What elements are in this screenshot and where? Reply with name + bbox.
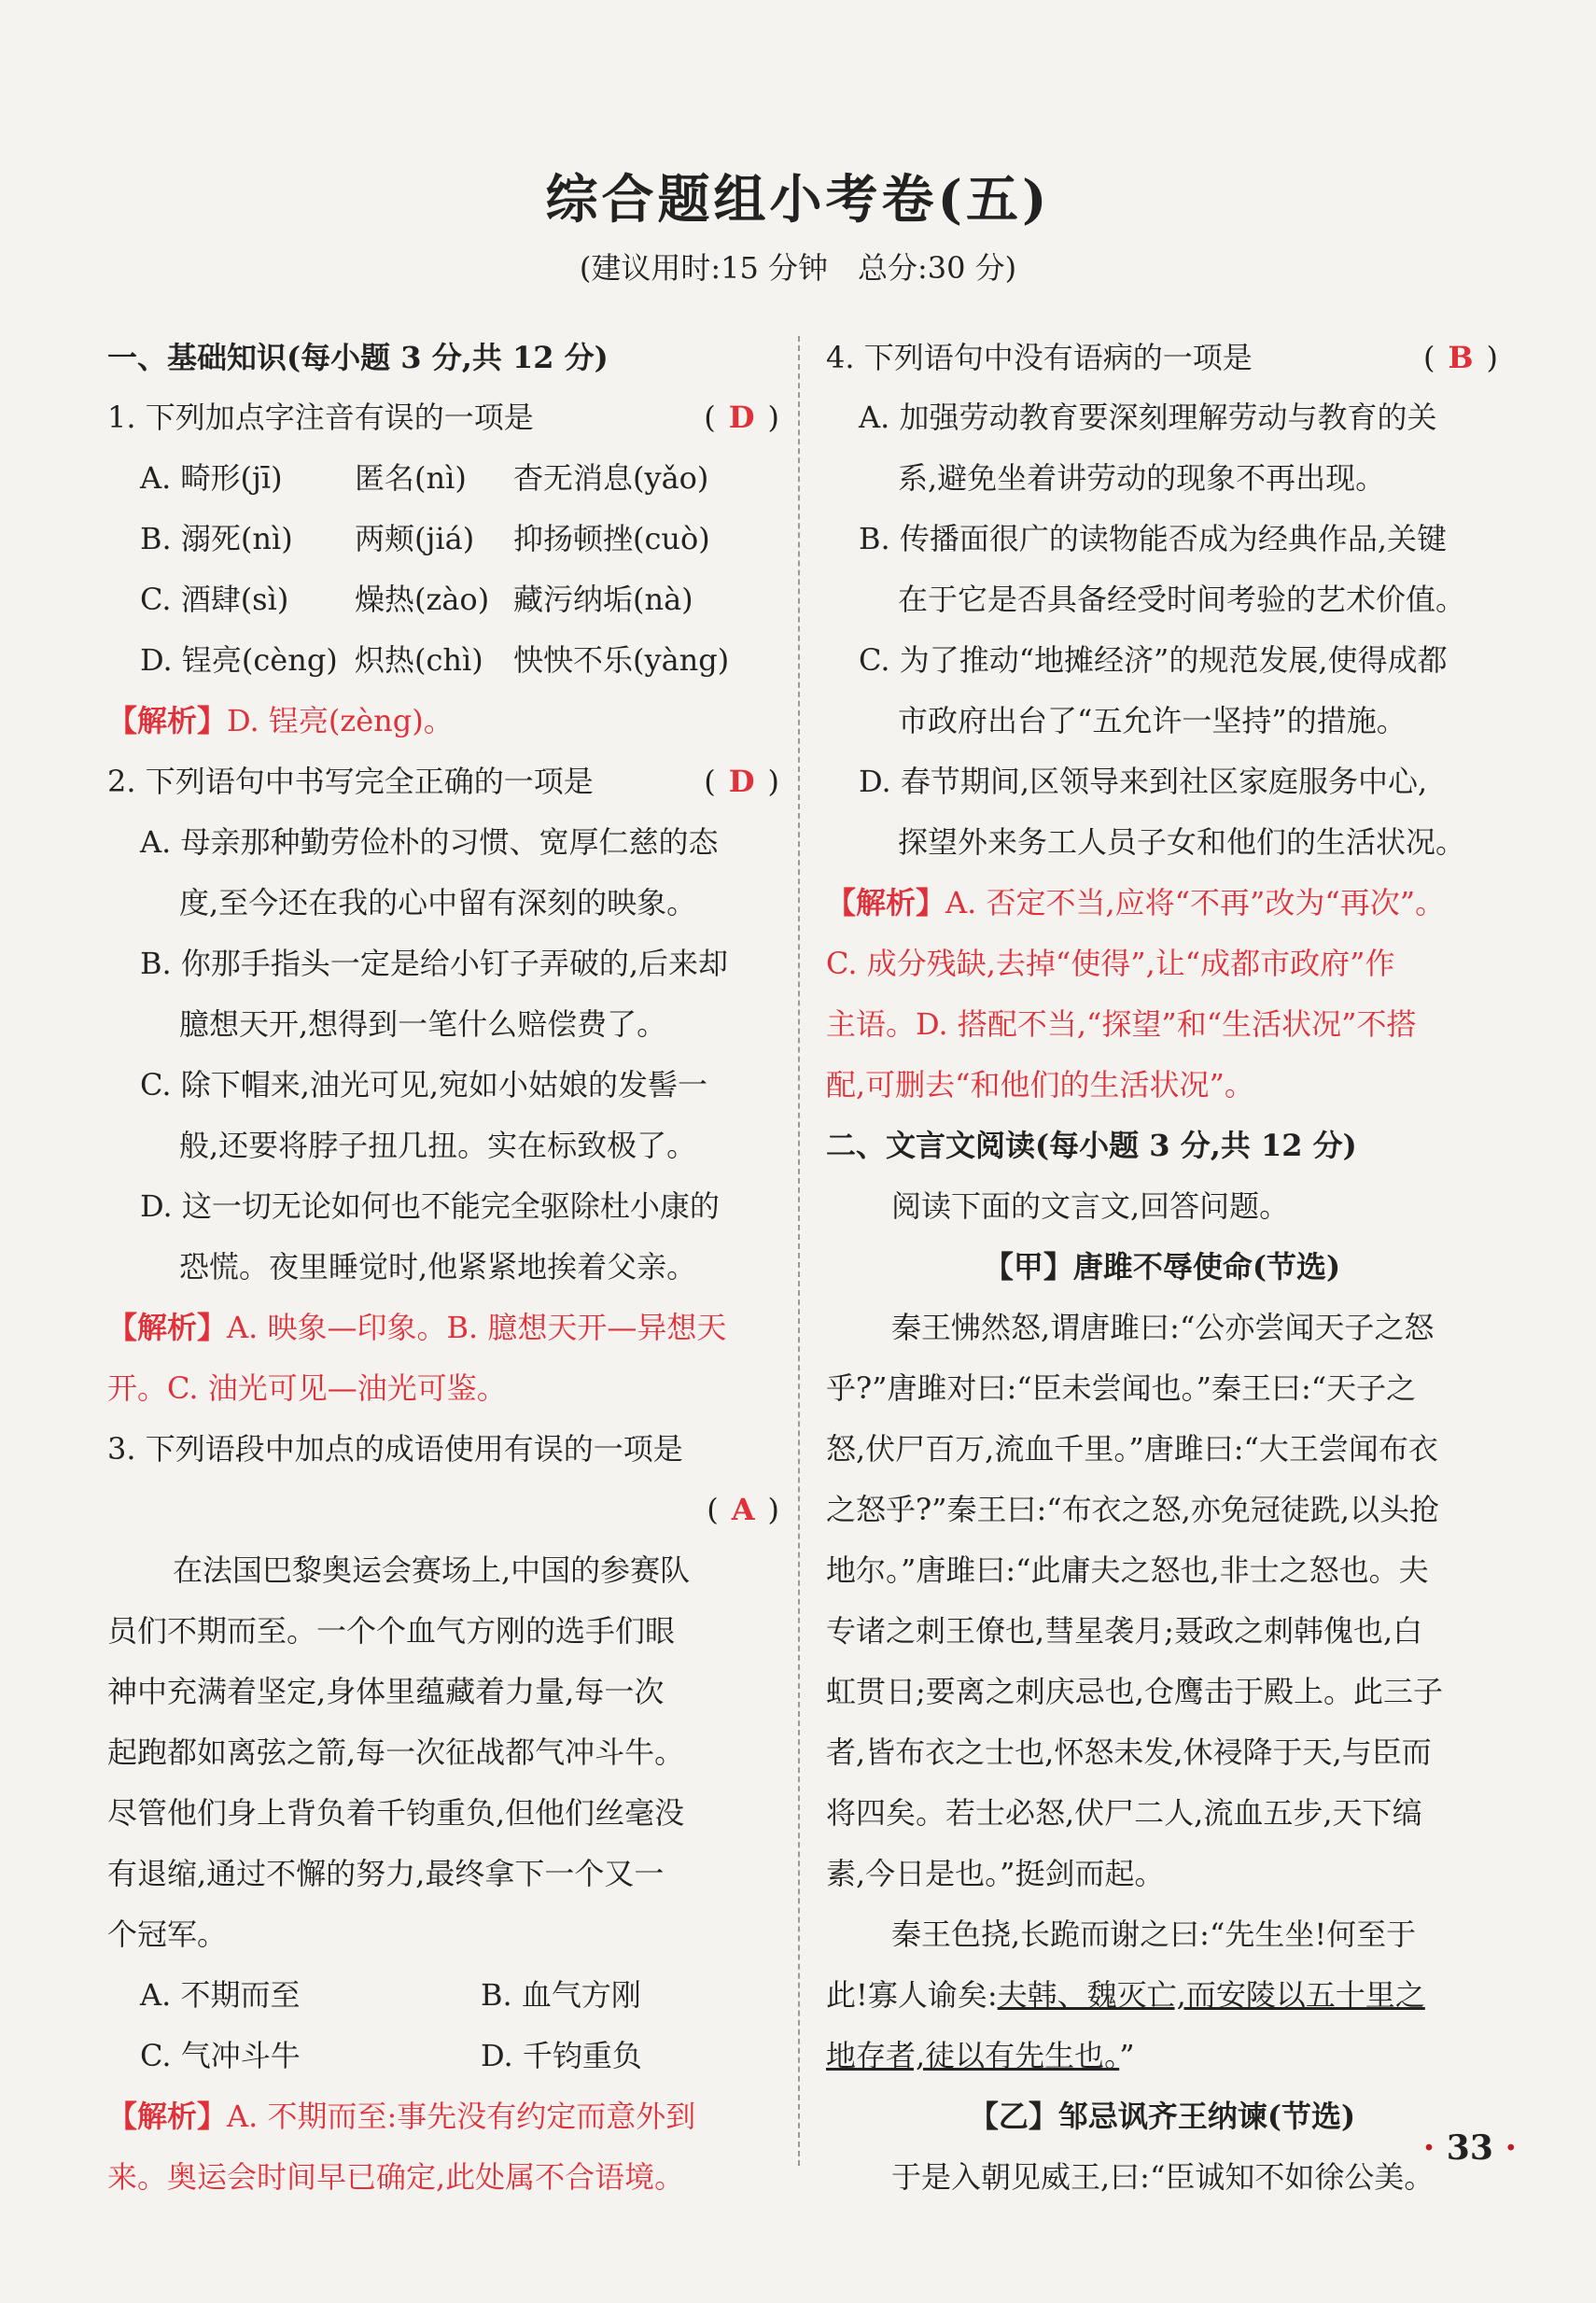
passage-jia-line: 专诸之刺王僚也,彗星袭月;聂政之刺韩傀也,白 [826, 1613, 1423, 1649]
question-3-stem: 3. 下列语段中加点的成语使用有误的一项是 [107, 1431, 683, 1467]
q2-analysis [107, 1309, 726, 1346]
reading-intro: 阅读下面的文言文,回答问题。 [891, 1188, 1290, 1224]
q3-analysis [107, 2098, 695, 2135]
passage-yi-title: 【乙】邹忌讽齐王纳谏(节选) [968, 2099, 1356, 2134]
q2-option-c: C. 除下帽来,油光可见,宛如小姑娘的发髻一 [140, 1067, 708, 1102]
passage-jia-line: 虹贯日;要离之刺庆忌也,仓鹰击于殿上。此三子 [826, 1674, 1443, 1709]
q2-option-c-cont: 般,还要将脖子扭几扭。实在标致极了。 [179, 1128, 697, 1163]
analysis-tag: 【解析】 [107, 2099, 228, 2134]
q3-passage-line: 有退缩,通过不懈的努力,最终拿下一个又一 [107, 1856, 665, 1891]
passage-jia-line: 素,今日是也。”挺剑而起。 [826, 1856, 1165, 1891]
q3-passage-line: 个冠军。 [107, 1917, 228, 1952]
q1-option-a: A. 畸形(jī) [140, 460, 283, 496]
q3-option-b: B. 血气方刚 [481, 1977, 641, 2013]
underlined-sentence: 地存者,徒以有先生也。 [826, 2038, 1120, 2073]
q2-analysis-cont: 开。C. 油光可见—油光可鉴。 [107, 1370, 507, 1406]
q2-option-a-cont: 度,至今还在我的心中留有深刻的映象。 [179, 885, 697, 920]
q1-analysis [107, 702, 454, 739]
q4-option-d: D. 春节期间,区领导来到社区家庭服务中心, [859, 764, 1428, 799]
question-2-answer: ( D ) [704, 764, 779, 799]
question-1-stem: 1. 下列加点字注音有误的一项是 [107, 400, 534, 435]
q3-option-a: A. 不期而至 [140, 1977, 301, 2013]
analysis-text: A. 不期而至:事先没有约定而意外到 [227, 2099, 696, 2134]
q1-option-b: B. 溺死(nì) [140, 521, 293, 556]
q4-option-c: C. 为了推动“地摊经济”的规范发展,使得成都 [859, 642, 1448, 678]
analysis-text: D. 锃亮(zèng)。 [227, 703, 454, 738]
q2-option-d: D. 这一切无论如何也不能完全驱除杜小康的 [140, 1188, 720, 1224]
q4-option-c-cont: 市政府出台了“五允许一坚持”的措施。 [898, 703, 1407, 738]
answer-letter: B [1448, 340, 1474, 375]
passage-jia-line: 怒,伏尸百万,流血千里。”唐雎曰:“大王尝闻布衣 [826, 1431, 1438, 1467]
analysis-tag: 【解析】 [826, 885, 946, 920]
q4-analysis-cont: C. 成分残缺,去掉“使得”,让“成都市政府”作 [826, 946, 1395, 981]
page-number-dot: · [1505, 2128, 1517, 2168]
passage-jia-title: 【甲】唐雎不辱使命(节选) [983, 1249, 1341, 1285]
passage-text: 此!寡人谕矣: [826, 1977, 998, 2013]
section-1-heading: 一、基础知识(每小题 3 分,共 12 分) [107, 340, 609, 375]
column-divider [798, 336, 800, 2166]
q3-option-c: C. 气冲斗牛 [140, 2038, 301, 2073]
q4-analysis-cont: 配,可删去“和他们的生活状况”。 [826, 1067, 1254, 1102]
passage-jia-line: 者,皆布衣之士也,怀怒未发,休祲降于天,与臣而 [826, 1734, 1432, 1770]
question-2-stem: 2. 下列语句中书写完全正确的一项是 [107, 764, 594, 799]
q1-option-d-word3: 怏怏不乐(yàng) [513, 642, 730, 678]
analysis-text: A. 映象—印象。B. 臆想天开—异想天 [227, 1310, 727, 1345]
q4-option-d-cont: 探望外来务工人员子女和他们的生活状况。 [898, 824, 1466, 860]
passage-jia-line: 地尔。”唐雎曰:“此庸夫之怒也,非士之怒也。夫 [826, 1552, 1429, 1588]
q4-analysis [826, 884, 1445, 921]
page-number-dot: · [1422, 2128, 1435, 2168]
analysis-text: A. 否定不当,应将“不再”改为“再次”。 [945, 885, 1446, 920]
q4-option-a-cont: 系,避免坐着讲劳动的现象不再出现。 [898, 460, 1386, 496]
underlined-sentence: 夫韩、魏灭亡,而安陵以五十里之 [997, 1977, 1425, 2013]
page-number-value: 33 [1446, 2128, 1493, 2168]
q1-option-c: C. 酒肆(sì) [140, 582, 289, 617]
q2-option-b: B. 你那手指头一定是给小钉子弄破的,后来却 [140, 946, 729, 981]
q1-option-a-word2: 匿名(nì) [355, 460, 467, 496]
passage-jia-line: 乎?”唐雎对曰:“臣未尝闻也。”秦王曰:“天子之 [826, 1370, 1417, 1406]
passage-jia-line [826, 2037, 1135, 2074]
q1-option-d-word2: 炽热(chì) [355, 642, 483, 678]
q4-option-a: A. 加强劳动教育要深刻理解劳动与教育的关 [859, 400, 1437, 435]
passage-jia-line: 秦王色挠,长跪而谢之曰:“先生坐!何至于 [891, 1917, 1417, 1952]
q4-analysis-cont: 主语。D. 搭配不当,“探望”和“生活状况”不搭 [826, 1006, 1417, 1042]
q2-option-a: A. 母亲那种勤劳俭朴的习惯、宽厚仁慈的态 [140, 824, 719, 860]
analysis-tag: 【解析】 [107, 1310, 228, 1345]
q1-option-b-word2: 两颊(jiá) [355, 521, 475, 556]
q3-passage-line: 员们不期而至。一个个血气方刚的选手们眼 [107, 1613, 676, 1649]
answer-letter: D [728, 400, 755, 435]
q4-option-b: B. 传播面很广的读物能否成为经典作品,关键 [859, 521, 1448, 556]
passage-jia-line: 之怒乎?”秦王曰:“布衣之怒,亦免冠徒跣,以头抢 [826, 1492, 1440, 1527]
answer-letter: A [731, 1492, 755, 1527]
q3-analysis-cont: 来。奥运会时间早已确定,此处属不合语境。 [107, 2159, 685, 2195]
passage-yi-line: 于是入朝见威王,曰:“臣诚知不如徐公美。 [891, 2159, 1435, 2195]
q3-passage-line: 神中充满着坚定,身体里蕴藏着力量,每一次 [107, 1674, 665, 1709]
q3-passage-line: 在法国巴黎奥运会赛场上,中国的参赛队 [173, 1552, 691, 1588]
question-1-answer: ( D ) [704, 400, 779, 435]
question-3-answer: ( A ) [707, 1492, 779, 1527]
passage-jia-line [826, 1976, 1425, 2014]
q1-option-d: D. 锃亮(cèng) [140, 642, 338, 678]
answer-letter: D [728, 764, 755, 799]
page-subtitle: (建议用时:15 分钟 总分:30 分) [579, 250, 1017, 286]
question-4-stem: 4. 下列语句中没有语病的一项是 [826, 340, 1253, 375]
section-2-heading: 二、文言文阅读(每小题 3 分,共 12 分) [826, 1128, 1357, 1163]
passage-text: ” [1119, 2038, 1135, 2073]
q3-option-d: D. 千钧重负 [481, 2038, 642, 2073]
page-title: 综合题组小考卷(五) [545, 169, 1051, 231]
q1-option-b-word3: 抑扬顿挫(cuò) [513, 521, 710, 556]
q1-option-a-word3: 杳无消息(yǎo) [513, 460, 709, 496]
analysis-tag: 【解析】 [107, 703, 228, 738]
passage-jia-line: 将四矣。若士必怒,伏尸二人,流血五步,天下缟 [826, 1795, 1422, 1831]
q3-passage-line: 起跑都如离弦之箭,每一次征战都气冲斗牛。 [107, 1734, 685, 1770]
question-4-answer: ( B ) [1422, 340, 1498, 375]
page-number [1423, 2128, 1517, 2168]
q3-passage-line: 尽管他们身上背负着千钧重负,但他们丝毫没 [107, 1795, 685, 1831]
q2-option-b-cont: 臆想天开,想得到一笔什么赔偿费了。 [179, 1006, 667, 1042]
q1-option-c-word2: 燥热(zào) [355, 582, 490, 617]
q4-option-b-cont: 在于它是否具备经受时间考验的艺术价值。 [898, 582, 1466, 617]
q1-option-c-word3: 藏污纳垢(nà) [513, 582, 693, 617]
passage-jia-line: 秦王怫然怒,谓唐雎曰:“公亦尝闻天子之怒 [891, 1310, 1435, 1345]
q2-option-d-cont: 恐慌。夜里睡觉时,他紧紧地挨着父亲。 [179, 1249, 697, 1285]
